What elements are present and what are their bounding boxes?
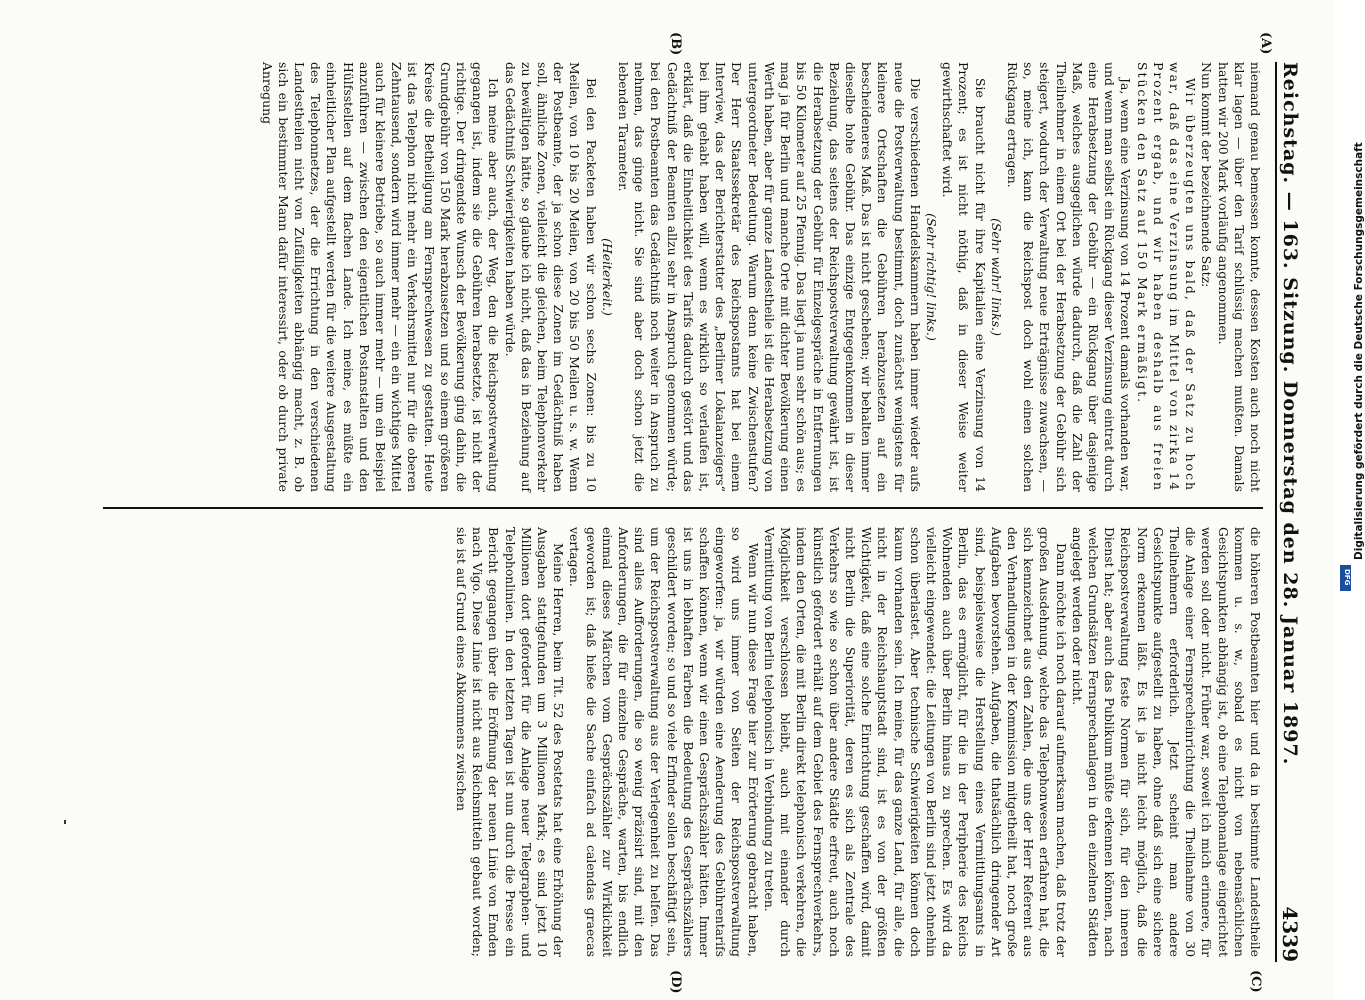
text-column-right — [98, 527, 1263, 957]
scan-speck — [64, 820, 66, 824]
running-head — [1275, 62, 1303, 962]
margin-marker-c: (C) — [1248, 970, 1263, 993]
margin-marker-a: (A) — [1258, 32, 1273, 55]
text-column-left — [98, 62, 1263, 492]
dfg-logo-icon: DFG — [1340, 565, 1351, 591]
paragraph: Meine Herren, beim Tit. 52 des Postetats hat eine Erhöhung der Ausgaben stattgefunden um 3 Millionen Mark; es sind jetzt 10 Millionen dort gefordert für die Anlage neuer Telegraphen- und Telephonlinien. In den letzten Tagen ist nun durch die Presse ein Bericht gegangen über die Eröffnung der neuen Linie von Emden nach Vigo. Diese Linie ist nicht aus Reichsmitteln gebaut worden; sie ist auf Grund eines Abkommens zwischen — [454, 527, 567, 957]
paragraph: Ja, wenn eine Verzinsung von 14 Prozent damals vorhanden war, und wenn man selbst ein Rückgang dieser Verzinsung eintrat durch eine Herabsetzung der Gebühr — ein Rückgang über dasjenige Maß, welches ausgeglichen würde dadurch, daß die Zahl der Theilnehmer in einem Ort bei der Herabsetzung der Gebühr sich steigert, wodurch der Verwaltung neue Erträgnisse zuwachsen, — so, meine ich, kann die Reichspost doch wohl einen solchen Rückgang ertragen. — [1004, 62, 1134, 492]
interjection: (Heiterkeit.) — [599, 238, 615, 316]
margin-marker-d: (D) — [668, 970, 683, 994]
paragraph: Wenn wir nun diese Frage hier zur Erörterung gebracht haben, so wird uns immer von Seiten der Reichspostverwaltung eingeworfen: ja, wir würden eine Aenderung des Gebührentarifs schaffen können, wenn wir einen Gesprächszähler hätten. Immer ist uns in lebhaften Farben die Bedeutung des Gesprächszählers geschildert worden; so und so viele Erfinder sollen beschäftigt sein, um der Reichspostverwaltung aus der Verlegenheit zu helfen. Das sind alles Aufforderungen, die so wenig präzisirt sind, mit den Anforderungen, die für einzelne Gespräche, warten, bis endlich einmal dieses Märchen vom Gesprächszähler zur Wirklichkeit geworden ist; daß hieße die Sache einfach ad calendas graecas vertagen. — [567, 527, 761, 957]
paragraph: Dann möchte ich noch darauf aufmerksam machen, daß trotz der großen Ausdehnung, welche das Telephonwesen erfahren hat, die sich kennzeichnet aus den Zahlen, die uns der Herr Referent aus den Verhandlungen in der Kommission mitgetheilt hat, noch große Aufgaben bevorstehen. Aufgaben, die thatsächlich dringender Art sind, beispielsweise die Herstellung eines Vermittlungsamts in Berlin, das es ermöglicht, für die in der Peripherie des Reichs Wohnenden auch über Berlin hinaus zu sprechen. Es wird da vielleicht eingewendet: die Leitungen von Berlin sind jetzt ohnehin schon überlastet. Aber technische Schwierigkeiten können doch kaum vorhanden sein. Ich meine, für das ganze Land, für alle, die nicht in der Reichshauptstadt sind, ist es von der größten Wichtigkeit, daß eine solche Einrichtung geschaffen wird, damit nicht Berlin die Superiorität, deren es sich als Zentrale des Verkehrs so wie so schon über andere Städte erfreut, auch noch künstlich gefördert erhält auf dem Gebiet des Fernsprechverkehrs, indem den Orten, die mit Berlin direkt telephonisch verkehren, die Möglichkeit verschlossen bleibt, auch mit einander durch Vermittlung von Berlin telephonisch in Verbindung zu treten. — [761, 527, 1069, 957]
paragraph: Die verschiedenen Handelskammern haben immer wieder aufs neue die Postverwaltung bestimmt, doch zunächst wenigstens für kleinere Ortschaften die Gebühren herabzusetzen auf ein bescheideneres Maß. Das ist nicht geschehen; wir behalten immer dieselbe hohe Gebühr. Das einzige Entgegenkommen in dieser Beziehung, das seitens der Reichspostverwaltung gewährt ist, ist die Herabsetzung der Gebühr für Einzelgespräche in Entfernungen bis 50 Kilometer auf 25 Pfennig. Das liegt ja nun sehr schön aus; es mag ja für Berlin und manche Orte mit dichter Bevölkerung einen Werth haben, aber für ganze Landestheile ist die Herabsetzung von untergeordneter Bedeutung. Warum denn keine Zwischenstufen? Der Herr Staatssekretär des Reichspostamts hat bei einem Interview, das der Berichterstatter des „Berliner Lokalanzeigers“ bei ihm gehabt haben will, wenn es wirklich so verlaufen ist, erklärt, daß die Einheitlichkeit des Tarifs dadurch gestört und das Gedächtniß der Beamten allzu sehr in Anspruch genommen würde; bei den Postbeamten das Gedächtniß noch weiter in Anspruch zu nehmen, das ginge nicht. Sie sind aber doch schon jetzt die lebenden Tarameter. — [616, 62, 923, 492]
paragraph: die höheren Postbeamten hier und da in bestimmte Landestheile kommen u. s. w., sobald es nicht von nebensächlichen Gesichtspunkten abhängig ist, ob eine Telephonanlage eingerichtet werden soll oder nicht. Früher war, soweit ich mich erinnere, für die Anlage einer Fernsprecheinrichtung die Theilnahme von 30 Theilnehmern erforderlich. Jetzt scheint man andere Gesichtspunkte aufgestellt zu haben, ohne daß sich eine sichere Norm erkennen läßt. Es ist ja nicht leicht möglich, daß die Reichspostverwaltung feste Normen für sich, für den inneren Dienst hat; aber auch das Publikum müßte erkennen können, nach welchen Grundsätzen Fernsprechanlagen in den einzelnen Städten angelegt werden oder nicht. — [1069, 527, 1263, 957]
paragraph: Bei den Packeten haben wir schon sechs Zonen: bis zu 10 Meilen, von 10 bis 20 Meilen, von 20 bis 50 Meilen u. s. w. Wenn der Postbeamte, der ja schon diese Zonen im Gedächtniß haben soll, ähnliche Zonen, vielleicht die gleichen, beim Telephonverkehr zu bewältigen hätte, so glaube ich nicht, daß das in Beziehung auf das Gedächtniß Schwierigkeiten haben würde. — [502, 62, 599, 492]
column-divider — [103, 507, 1263, 509]
paragraph: Ich meine aber auch, der Weg, den die Reichspostverwaltung gegangen ist, indem sie die Gebühren herabsetzte, ist nicht der richtige. Der dringendste Wunsch der Bevölkerung ging dahin, die Grundgebühr von 150 Mark herabzusetzen und so einem größeren Kreise die Betheiligung am Fernsprechwesen zu gestatten. Heute ist das Telephon nicht mehr ein Verkehrsmittel nur für die oberen Zehntausend, sondern wird immer mehr — ein ein wichtiges Mittel auch für kleinere Betriebe, so auch immer mehr — um ein Beispiel anzuführen — zwischen den eigentlichen Postanstalten und den Hülfsstellen auf dem flachen Lande. Ich meine, es müßte ein einheitlicher Plan aufgestellt werden für die weitere Ausgestaltung des Telephonnetzes, der die Errichtung in den verschiedenen Landestheilen nicht von Zufälligkeiten abhängig macht, z. B. ob sich ein bestimmter Mann dafür interessirt, oder ob durch private Anregung — [259, 62, 502, 492]
paragraph: Nun kommt der bezeichnende Satz: — [1199, 62, 1215, 288]
page-number: 4339 — [1278, 906, 1302, 962]
interjection: (Sehr wahr! links.) — [988, 218, 1004, 336]
rotated-sheet — [83, 22, 1303, 994]
footer-strip — [1335, 0, 1353, 1000]
dfg-credit: Digitalisierung gefördert durch die Deutsche Forschungsgemeinschaft — [1353, 142, 1365, 560]
margin-marker-b: (B) — [668, 32, 683, 56]
quotation: Wir überzeugten uns bald, daß der Satz zu hoch war, daß das eine Verzinsung im Mittel von zirka 14 Prozent ergab, und wir haben deshalb aus freien Stücken den Satz auf 150 Mark ermäßigt. — [1134, 62, 1199, 492]
interjection: (Sehr richtig! links.) — [923, 213, 939, 341]
paragraph: niemand genau bemessen konnte, dessen Kosten auch noch nicht klar lagen — über den Tarif schlüssig machen mußten. Damals hatten wir 200 Mark vorläufig angenommen. — [1215, 62, 1263, 492]
paragraph: Sie braucht nicht für ihre Kapitalien eine Verzinsung von 14 Prozent; es ist nicht nöthig, daß in dieser Weise weiter gewirthschaftet wird. — [940, 62, 988, 492]
page-title: Reichstag. — 163. Sitzung. Donnerstag den 28. Januar 1897. — [1279, 62, 1301, 766]
